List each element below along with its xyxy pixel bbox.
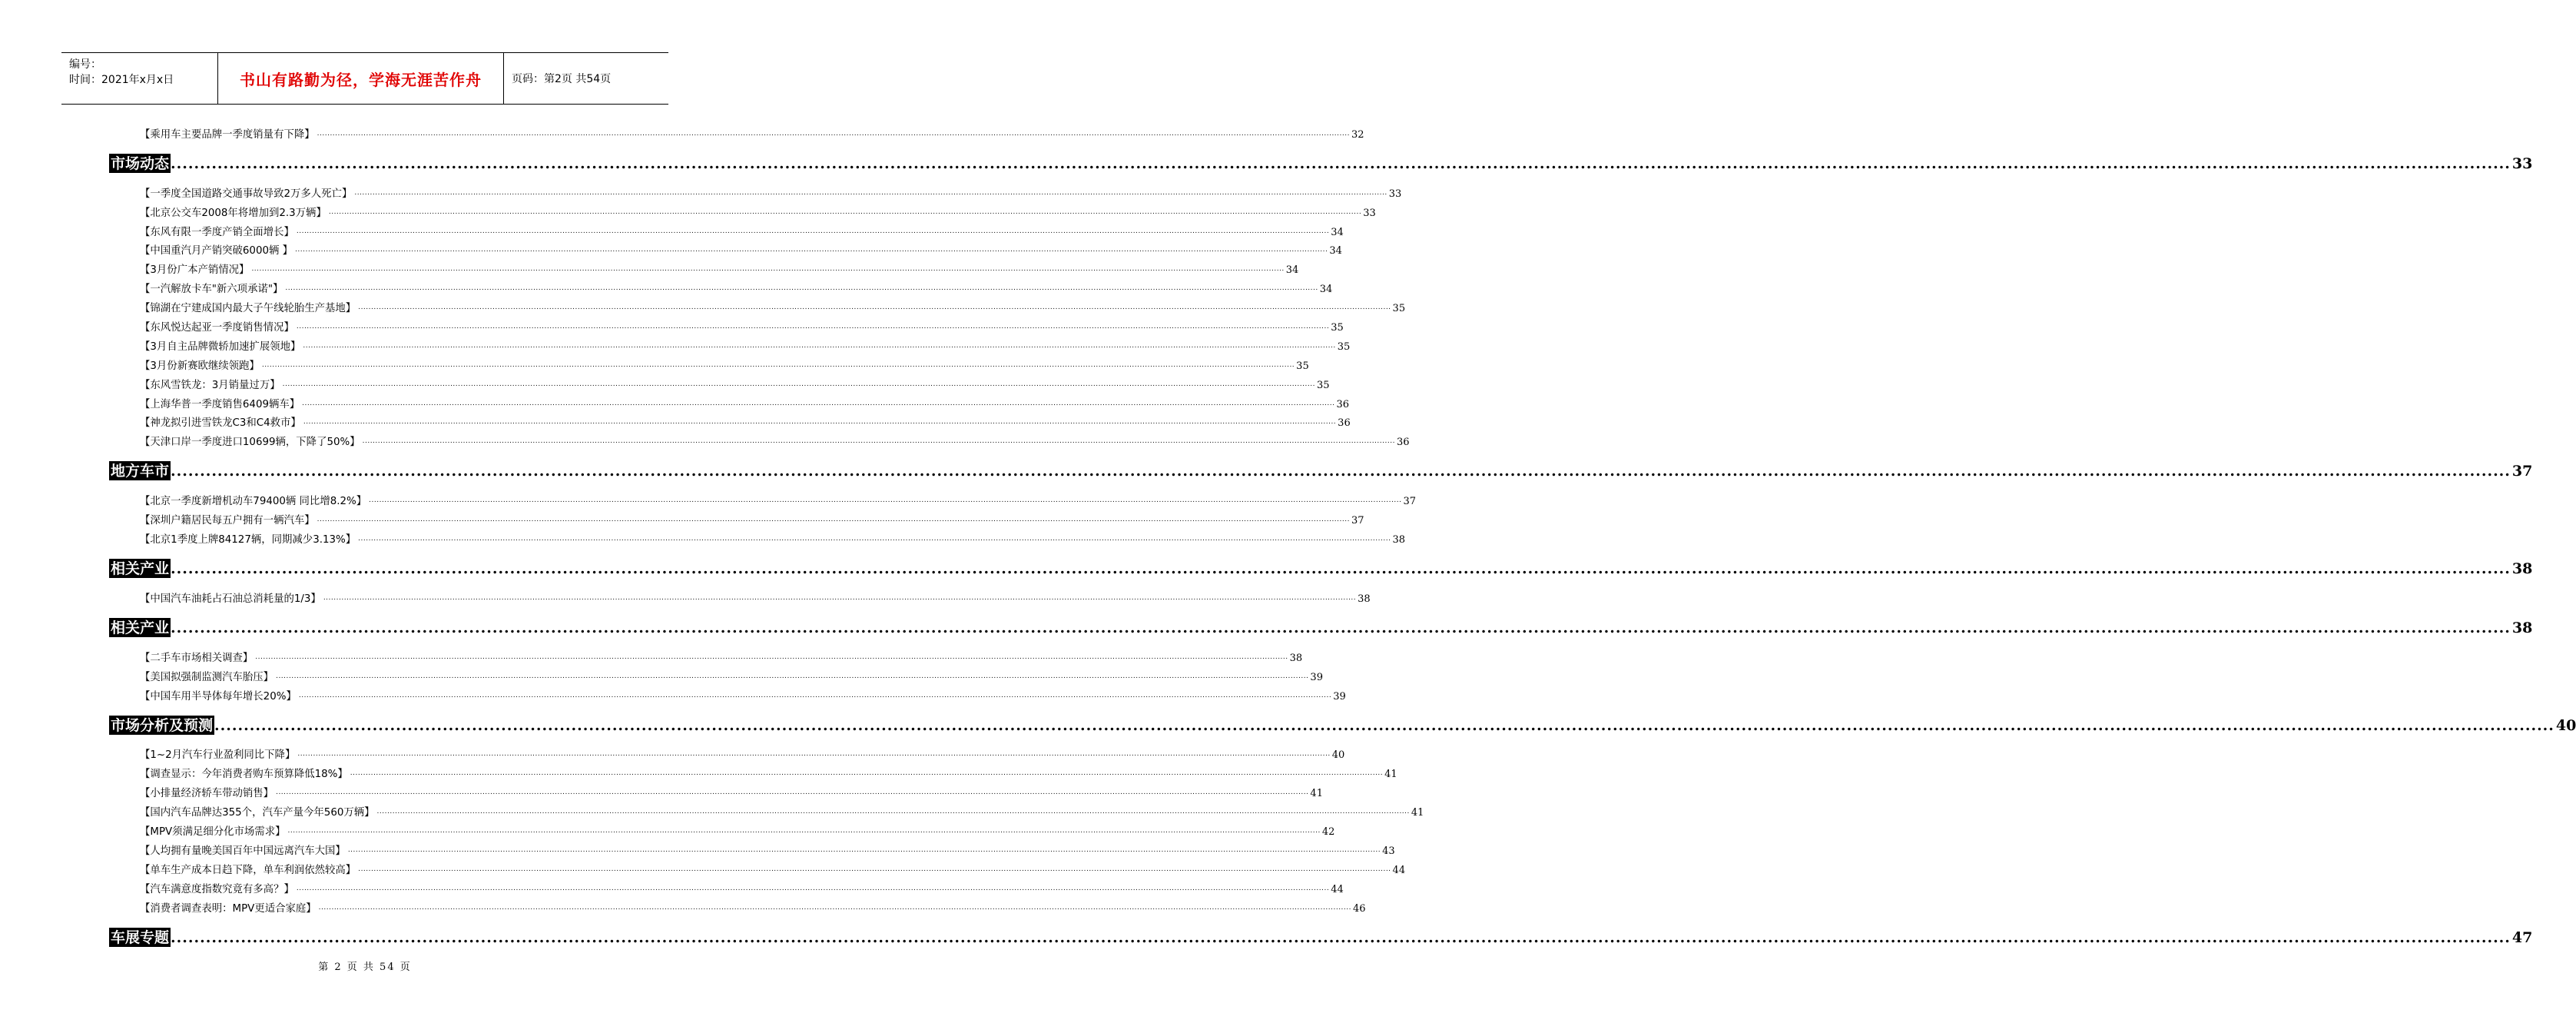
toc-entry-title: 【上海华普一季度销售6409辆车】	[140, 398, 300, 410]
toc-section-title: 车展专题	[111, 928, 170, 946]
toc-entry-title: 【3月自主品牌微轿加速扩展领地】	[140, 340, 301, 353]
toc-entry-title: 【3月份广本产销情况】	[140, 264, 250, 277]
toc-leader-dots: ................................................................................................................................................................................................................................................................................................................................................................................................................	[317, 516, 1350, 524]
toc-page-number: 44	[1331, 883, 1344, 895]
header-number-label: 编号：	[69, 58, 101, 71]
toc-entry-title: 【汽车满意度指数究竟有多高？】	[140, 883, 294, 895]
toc-entry[interactable]	[109, 645, 1303, 664]
toc-page-number: 38	[2511, 619, 2533, 636]
toc-leader-dots: ................................................................................................................................................................................................................................................................................................................................................................................................................	[282, 380, 1315, 388]
toc-page-number: 37	[1403, 496, 1417, 508]
toc-section[interactable]	[109, 611, 2533, 637]
toc-entry[interactable]	[109, 238, 1342, 257]
toc-entry-title: 【二手车市场相关调查】	[140, 652, 254, 664]
toc-page-number: 40	[1331, 749, 1345, 762]
toc-entry-title: 【中国车用半导体每年增长20%】	[140, 690, 297, 703]
toc-entry-title: 【中国重汽月产销突破6000辆 】	[140, 245, 293, 257]
toc-section-title: 市场动态	[111, 154, 170, 172]
toc-page-number: 37	[2511, 463, 2533, 480]
toc-entry[interactable]	[109, 507, 1364, 527]
toc-entry[interactable]	[109, 857, 1406, 876]
toc-entry[interactable]	[109, 742, 1345, 762]
toc-entry-title: 【国内汽车品牌达355个，汽车产量今年560万辆】	[140, 807, 375, 819]
toc-entry-title: 【调查显示：今年消费者购车预算降低18%】	[140, 769, 348, 781]
toc-page-number: 32	[1351, 128, 1364, 141]
toc-leader-dots: ................................................................................................................................................................................................................................................................................................................................................................................................................	[302, 399, 1335, 407]
toc-page-number: 35	[1296, 360, 1309, 372]
toc-section-title: 市场分析及预测	[111, 716, 214, 734]
toc-entry-title: 【美国拟强制监测汽车胎压】	[140, 671, 274, 683]
toc-entry-title: 【小排量经济轿车带动销售】	[140, 788, 274, 800]
toc-leader-dots: ................................................................................................................................................................................................................................................................................................................................................................................................................	[171, 463, 2511, 480]
toc-page-number: 41	[1411, 807, 1424, 819]
toc-page-number: 38	[1289, 652, 1303, 664]
toc-leader-dots: ................................................................................................................................................................................................................................................................................................................................................................................................................	[296, 323, 1330, 331]
toc-leader-dots: ................................................................................................................................................................................................................................................................................................................................................................................................................	[276, 789, 1309, 797]
toc-section[interactable]	[109, 147, 2533, 173]
toc-leader-dots: ................................................................................................................................................................................................................................................................................................................................................................................................................	[328, 208, 1362, 216]
table-of-contents	[109, 121, 2576, 955]
toc-page-number: 34	[1319, 284, 1333, 296]
toc-leader-dots: ................................................................................................................................................................................................................................................................................................................................................................................................................	[298, 691, 1332, 699]
toc-entry[interactable]	[109, 526, 1406, 546]
toc-leader-dots: ................................................................................................................................................................................................................................................................................................................................................................................................................	[214, 716, 2554, 734]
toc-page-number: 40	[2555, 716, 2576, 734]
toc-entry[interactable]	[109, 200, 1376, 219]
header-motto: 书山有路勤为径，学海无涯苦作舟	[217, 53, 504, 104]
toc-entry[interactable]	[109, 391, 1350, 410]
toc-entry-title: 【神龙拟引进雪铁龙C3和C4救市】	[140, 417, 301, 430]
toc-entry[interactable]	[109, 586, 1371, 605]
toc-entry[interactable]	[109, 429, 1410, 449]
toc-entry[interactable]	[109, 819, 1335, 839]
toc-page-number: 38	[1392, 534, 1406, 546]
toc-entry[interactable]	[109, 761, 1397, 781]
toc-page-number: 33	[2511, 154, 2533, 172]
toc-page-number: 39	[1333, 690, 1346, 703]
toc-leader-dots: ................................................................................................................................................................................................................................................................................................................................................................................................................	[276, 672, 1309, 680]
toc-entry[interactable]	[109, 664, 1323, 683]
toc-section[interactable]	[109, 454, 2533, 480]
toc-leader-dots: ................................................................................................................................................................................................................................................................................................................................................................................................................	[171, 154, 2511, 172]
toc-entry-title: 【一汽解放卡车"新六项承诺"】	[140, 284, 283, 296]
toc-page-number: 34	[1331, 226, 1344, 238]
toc-leader-dots: ................................................................................................................................................................................................................................................................................................................................................................................................................	[171, 560, 2511, 578]
toc-page-number: 44	[1392, 864, 1406, 876]
toc-entry-title: 【东风雪铁龙：3月销量过万】	[140, 379, 280, 391]
toc-page-number: 43	[1382, 845, 1395, 857]
toc-leader-dots: ................................................................................................................................................................................................................................................................................................................................................................................................................	[318, 903, 1351, 912]
toc-entry[interactable]	[109, 353, 1309, 372]
toc-leader-dots: ................................................................................................................................................................................................................................................................................................................................................................................................................	[354, 188, 1387, 197]
toc-entry-title: 【天津口岸一季度进口10699辆，下降了50%】	[140, 437, 360, 449]
toc-page-number: 36	[1396, 437, 1410, 449]
toc-leader-dots: ................................................................................................................................................................................................................................................................................................................................................................................................................	[350, 769, 1384, 778]
toc-page-number: 33	[1363, 207, 1376, 219]
toc-entry[interactable]	[109, 314, 1344, 334]
toc-entry[interactable]	[109, 334, 1351, 353]
toc-entry[interactable]	[109, 799, 1424, 819]
toc-page-number: 46	[1353, 902, 1366, 915]
toc-page-number: 39	[1310, 671, 1323, 683]
toc-leader-dots: ................................................................................................................................................................................................................................................................................................................................................................................................................	[171, 928, 2511, 946]
toc-entry-title: 【乘用车主要品牌一季度销量有下降】	[140, 128, 315, 141]
toc-entry-title: 【东风悦达起亚一季度销售情况】	[140, 322, 294, 334]
toc-entry-title: 【MPV须满足细分化市场需求】	[140, 826, 286, 839]
toc-entry-title: 【东风有限一季度产销全面增长】	[140, 226, 294, 238]
toc-entry[interactable]	[109, 488, 1417, 508]
toc-entry-title: 【北京1季度上牌84127辆，同期减少3.13%】	[140, 534, 356, 546]
toc-page-number: 36	[1338, 417, 1351, 430]
toc-leader-dots: ................................................................................................................................................................................................................................................................................................................................................................................................................	[295, 246, 1328, 254]
toc-entry[interactable]	[109, 876, 1344, 895]
toc-entry-title: 【锦湖在宁建成国内最大子午线轮胎生产基地】	[140, 303, 356, 315]
toc-entry-title: 【人均拥有量晚美国百年中国远离汽车大国】	[140, 845, 346, 857]
toc-leader-dots: ................................................................................................................................................................................................................................................................................................................................................................................................................	[358, 865, 1391, 873]
toc-leader-dots: ................................................................................................................................................................................................................................................................................................................................................................................................................	[296, 227, 1330, 235]
toc-entry[interactable]	[109, 895, 1366, 915]
toc-page-number: 41	[1310, 788, 1323, 800]
toc-leader-dots: ................................................................................................................................................................................................................................................................................................................................................................................................................	[261, 360, 1295, 369]
toc-entry[interactable]	[109, 683, 1346, 703]
toc-entry-title: 【中国汽车油耗占石油总消耗量的1/3】	[140, 593, 321, 605]
toc-leader-dots: ................................................................................................................................................................................................................................................................................................................................................................................................................	[323, 593, 1357, 602]
toc-section[interactable]	[109, 921, 2533, 947]
toc-page-number: 38	[1358, 593, 1371, 605]
toc-section-title: 相关产业	[111, 560, 170, 578]
toc-page-number: 34	[1329, 245, 1342, 257]
header-time-label: 时间：2021年x月x日	[69, 74, 174, 86]
toc-leader-dots: ................................................................................................................................................................................................................................................................................................................................................................................................................	[303, 418, 1337, 427]
toc-page-number: 35	[1392, 303, 1406, 315]
page-header	[61, 52, 668, 105]
toc-leader-dots: ................................................................................................................................................................................................................................................................................................................................................................................................................	[251, 265, 1285, 274]
toc-leader-dots: ................................................................................................................................................................................................................................................................................................................................................................................................................	[297, 750, 1331, 759]
toc-leader-dots: ................................................................................................................................................................................................................................................................................................................................................................................................................	[255, 653, 1288, 661]
toc-leader-dots: ................................................................................................................................................................................................................................................................................................................................................................................................................	[358, 535, 1391, 543]
toc-section[interactable]	[109, 709, 2576, 735]
page-footer: 第 2 页 共 54 页	[318, 962, 412, 973]
toc-page-number: 38	[2511, 560, 2533, 578]
toc-entry-title: 【3月份新赛欧继续领跑】	[140, 360, 260, 372]
toc-entry[interactable]	[109, 181, 1402, 200]
toc-entry[interactable]	[109, 780, 1323, 800]
toc-leader-dots: ................................................................................................................................................................................................................................................................................................................................................................................................................	[303, 341, 1336, 350]
toc-section-title: 相关产业	[111, 619, 170, 636]
toc-entry[interactable]	[109, 372, 1330, 391]
toc-page-number: 35	[1331, 322, 1344, 334]
toc-leader-dots: ................................................................................................................................................................................................................................................................................................................................................................................................................	[347, 845, 1381, 854]
toc-leader-dots: ................................................................................................................................................................................................................................................................................................................................................................................................................	[296, 884, 1330, 892]
toc-page-number: 34	[1285, 264, 1299, 277]
toc-entry[interactable]	[109, 276, 1333, 296]
toc-entry[interactable]	[109, 219, 1344, 238]
toc-leader-dots: ................................................................................................................................................................................................................................................................................................................................................................................................................	[369, 497, 1402, 505]
toc-entry-title: 【1~2月汽车行业盈利同比下降】	[140, 749, 296, 762]
toc-entry-title: 【一季度全国道路交通事故导致2万多人死亡】	[140, 188, 353, 200]
toc-leader-dots: ................................................................................................................................................................................................................................................................................................................................................................................................................	[285, 284, 1318, 293]
toc-entry[interactable]	[109, 295, 1406, 315]
header-page-label: 页码：第2页 共54页	[512, 73, 612, 85]
toc-page-number: 42	[1321, 826, 1335, 839]
toc-page-number: 47	[2511, 928, 2533, 946]
toc-section-title: 地方车市	[111, 463, 170, 480]
toc-entry-title: 【北京公交车2008年将增加到2.3万辆】	[140, 207, 327, 219]
toc-leader-dots: ................................................................................................................................................................................................................................................................................................................................................................................................................	[358, 304, 1391, 312]
toc-page-number: 37	[1351, 515, 1364, 527]
toc-page-number: 36	[1336, 398, 1350, 410]
toc-leader-dots: ................................................................................................................................................................................................................................................................................................................................................................................................................	[362, 437, 1395, 446]
toc-entry[interactable]	[109, 257, 1299, 277]
toc-page-number: 41	[1384, 769, 1397, 781]
toc-leader-dots: ................................................................................................................................................................................................................................................................................................................................................................................................................	[317, 129, 1350, 138]
toc-entry-title: 【北京一季度新增机动车79400辆 同比增8.2%】	[140, 496, 367, 508]
toc-leader-dots: ................................................................................................................................................................................................................................................................................................................................................................................................................	[171, 619, 2511, 636]
toc-entry[interactable]	[109, 410, 1351, 430]
header-meta	[61, 53, 217, 104]
toc-page-number: 35	[1337, 340, 1351, 353]
toc-leader-dots: ................................................................................................................................................................................................................................................................................................................................................................................................................	[287, 827, 1321, 835]
toc-leader-dots: ................................................................................................................................................................................................................................................................................................................................................................................................................	[376, 808, 1410, 816]
toc-section[interactable]	[109, 552, 2533, 578]
toc-entry[interactable]	[109, 121, 1364, 141]
toc-entry-title: 【消费者调查表明：MPV更适合家庭】	[140, 902, 317, 915]
toc-page-number: 35	[1316, 379, 1330, 391]
toc-entry-title: 【单车生产成本日趋下降，单车利润依然较高】	[140, 864, 356, 876]
toc-entry[interactable]	[109, 838, 1395, 857]
toc-page-number: 33	[1388, 188, 1402, 200]
toc-entry-title: 【深圳户籍居民每五户拥有一辆汽车】	[140, 515, 315, 527]
